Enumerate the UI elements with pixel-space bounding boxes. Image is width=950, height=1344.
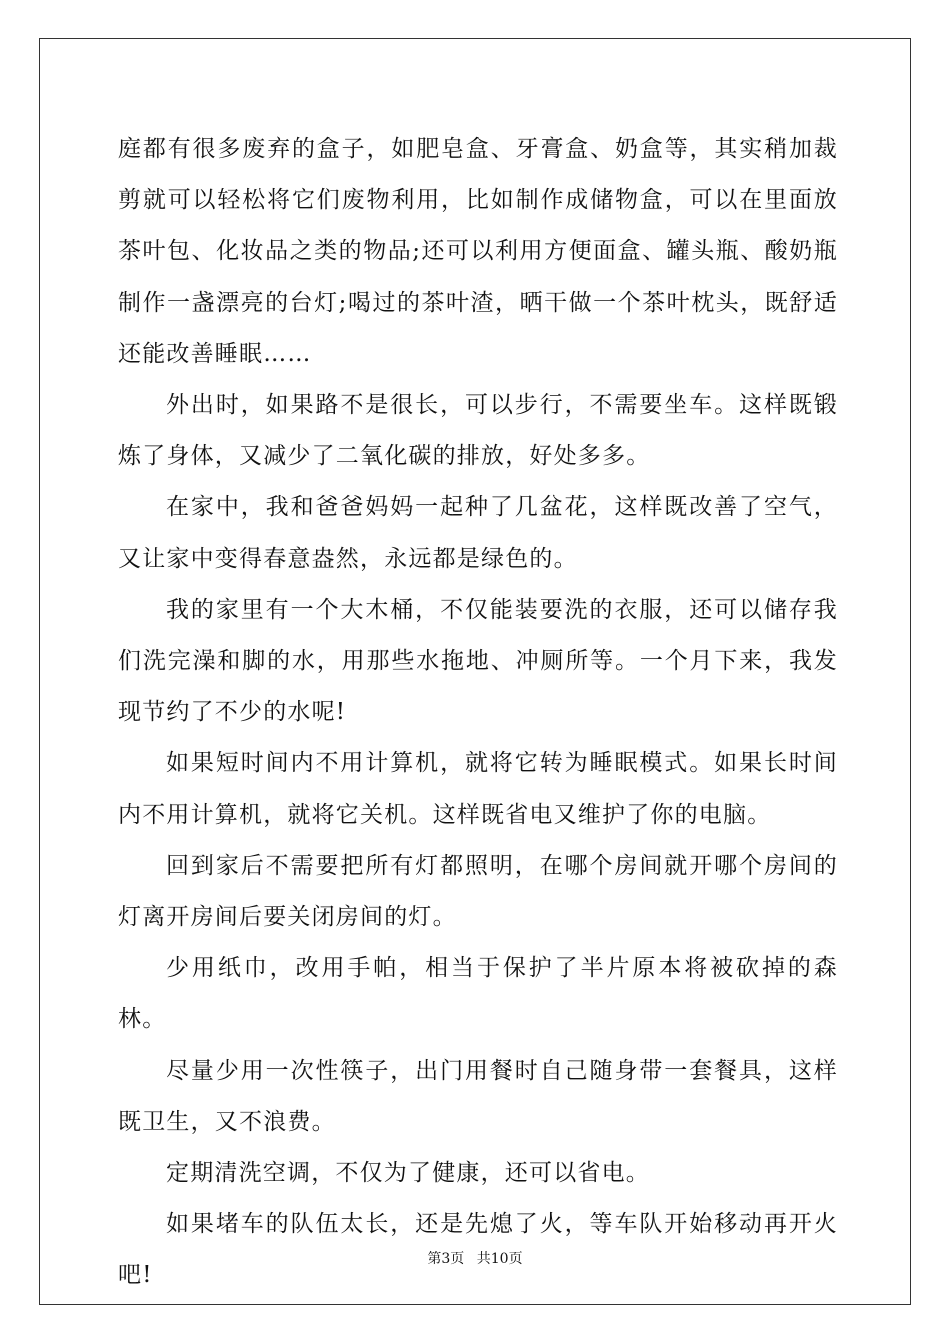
page-number: 第3页 xyxy=(427,1251,465,1267)
document-body xyxy=(118,124,838,1302)
page-footer xyxy=(0,1248,950,1268)
paragraph: 如果堵车的队伍太长，还是先熄了火，等车队开始移动再开火吧! xyxy=(118,1211,838,1289)
paragraph: 在家中，我和爸爸妈妈一起种了几盆花，这样既改善了空气，又让家中变得春意盎然，永远都是绿色的。 xyxy=(118,494,838,572)
paragraph: 少用纸巾，改用手帕，相当于保护了半片原本将被砍掉的森林。 xyxy=(118,955,838,1033)
paragraph: 定期清洗空调，不仅为了健康，还可以省电。 xyxy=(166,1160,650,1187)
paragraph: 外出时，如果路不是很长，可以步行，不需要坐车。这样既锻炼了身体，又减少了二氧化碳的排放，好处多多。 xyxy=(118,392,838,470)
paragraph: 如果短时间内不用计算机，就将它转为睡眠模式。如果长时间内不用计算机，就将它关机。这样既省电又维护了你的电脑。 xyxy=(118,750,838,828)
paragraph: 我的家里有一个大木桶，不仅能装要洗的衣服，还可以储存我们洗完澡和脚的水，用那些水拖地、冲厕所等。一个月下来，我发现节约了不少的水呢! xyxy=(118,596,838,726)
paragraph: 回到家后不需要把所有灯都照明，在哪个房间就开哪个房间的灯离开房间后要关闭房间的灯。 xyxy=(118,852,838,931)
page-total: 共10页 xyxy=(476,1251,523,1267)
paragraph: 尽量少用一次性筷子，出门用餐时自己随身带一套餐具，这样既卫生，又不浪费。 xyxy=(118,1057,838,1135)
paragraph: 庭都有很多废弃的盒子，如肥皂盒、牙膏盒、奶盒等，其实稍加裁剪就可以轻松将它们废物利用，比如制作成储物盒，可以在里面放茶叶包、化妆品之类的物品;还可以利用方便面盒、罐头瓶、酸奶瓶制作一盏漂亮的台灯;喝过的茶叶渣，晒干做一个茶叶枕头，既舒适还能改善睡眠…… xyxy=(118,136,838,367)
